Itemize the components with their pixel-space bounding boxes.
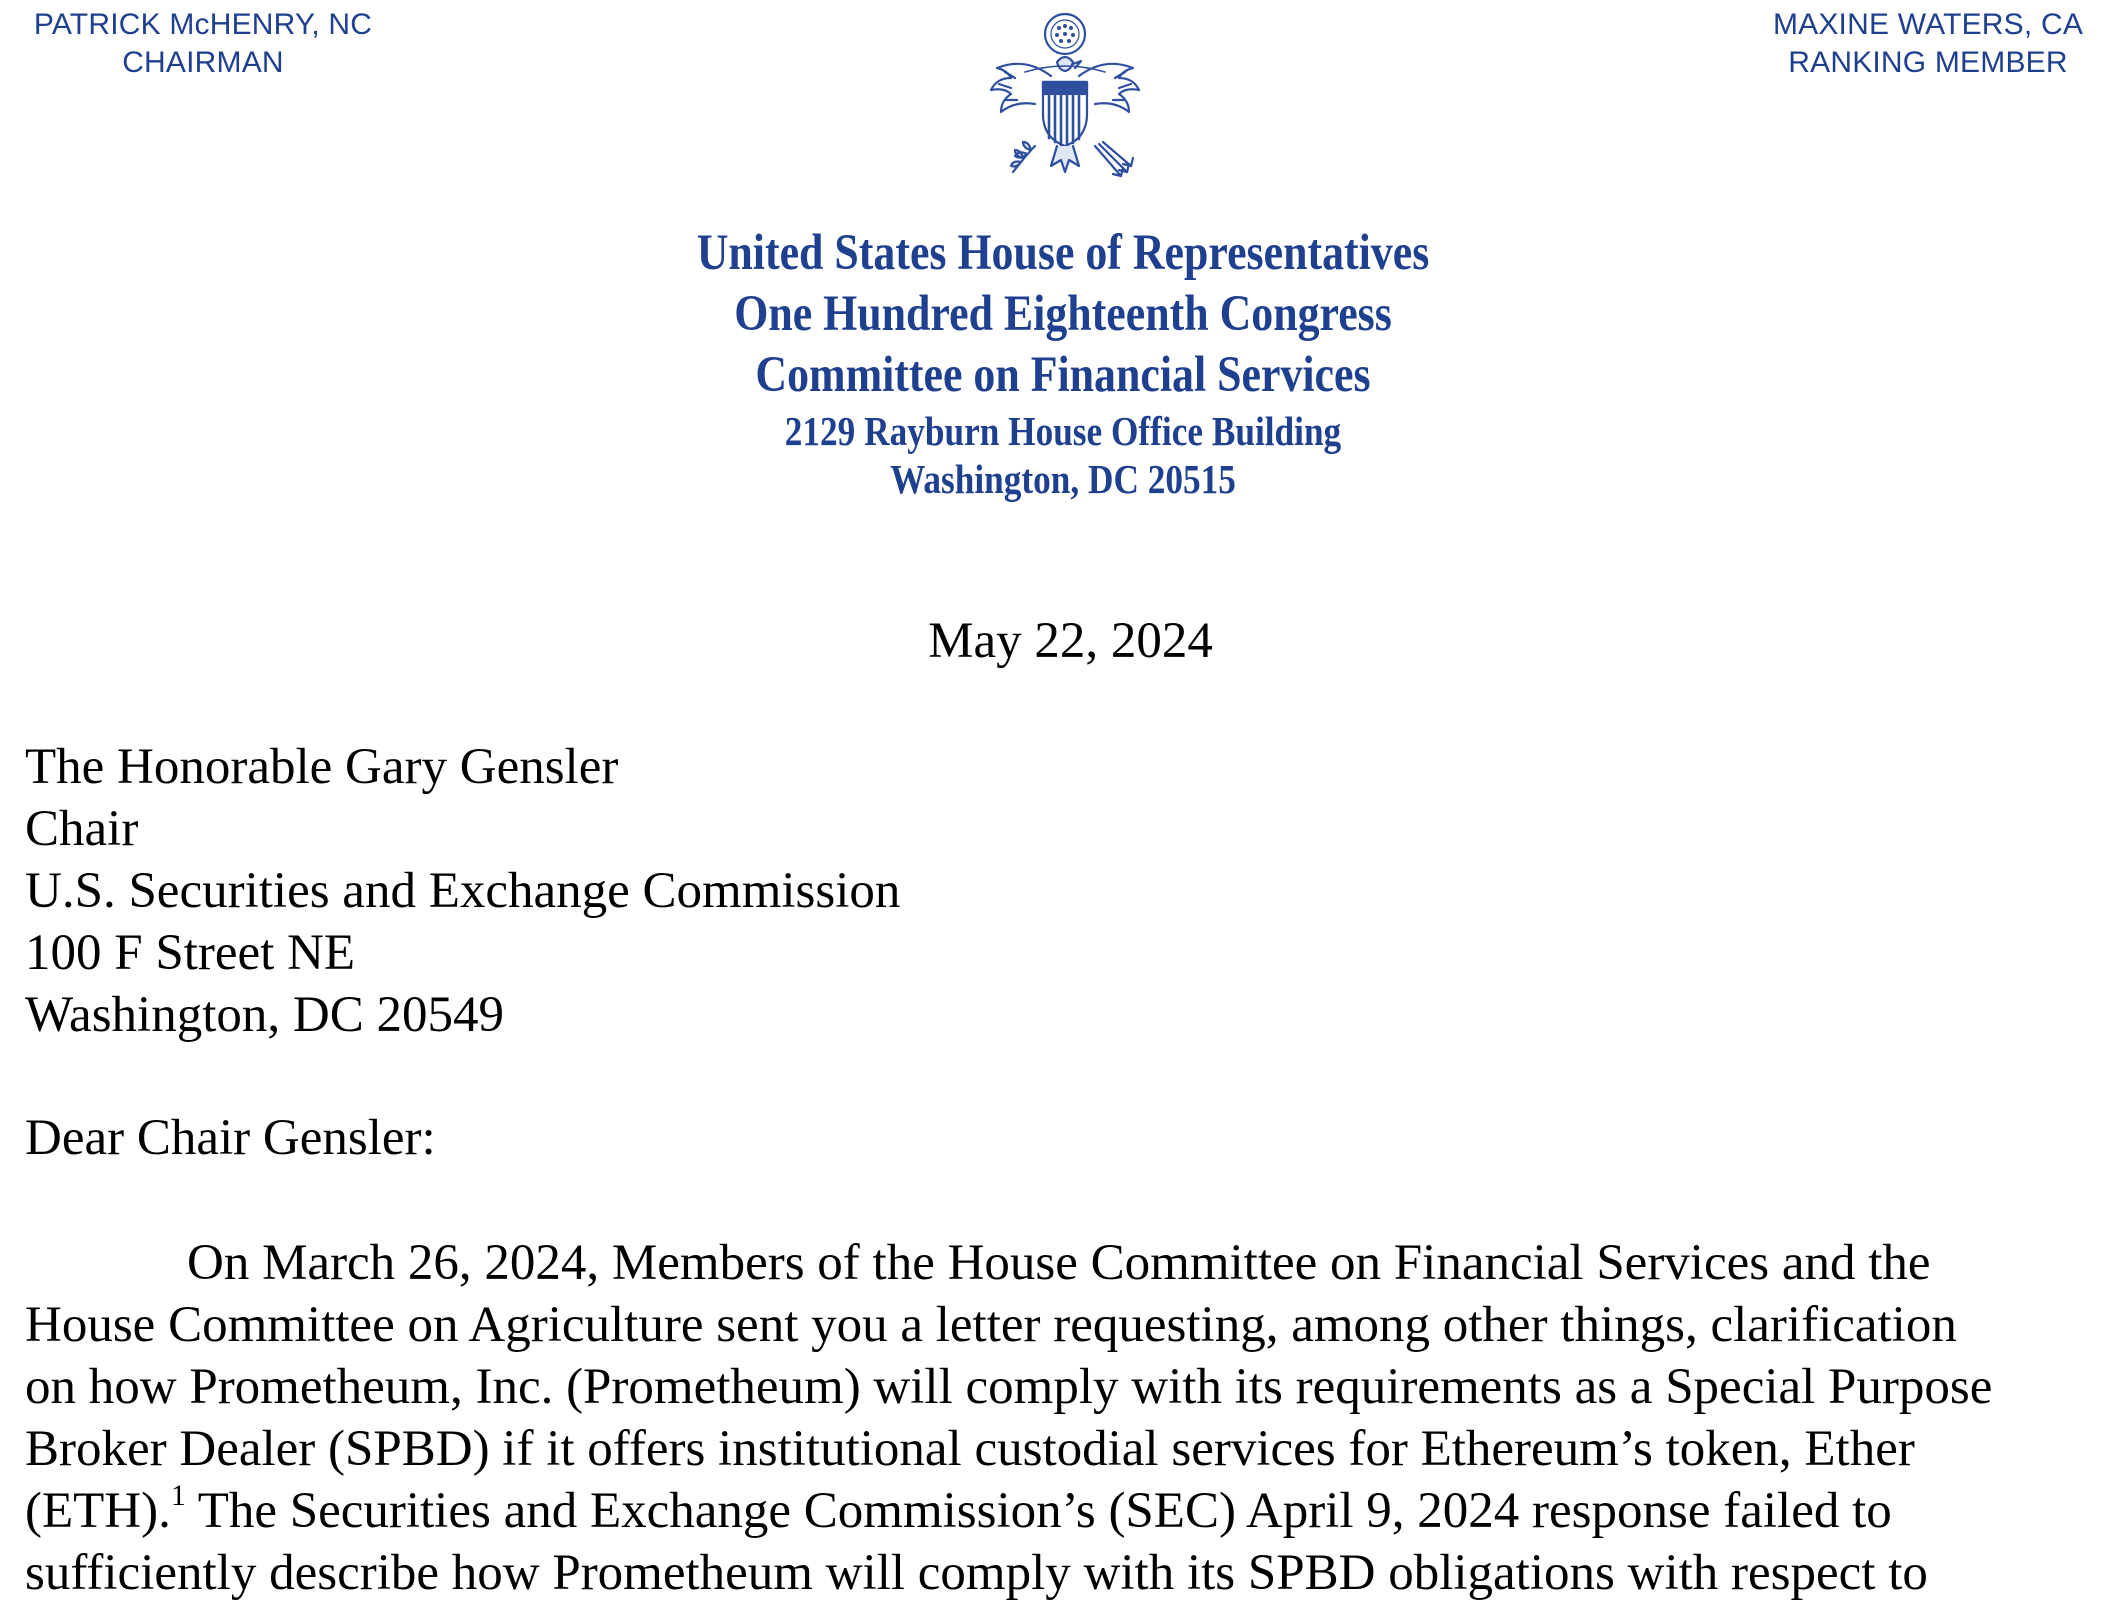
letter-date: May 22, 2024 xyxy=(928,613,1213,669)
body-line: on how Prometheum, Inc. (Prometheum) will comply with its requirements as a Special Purpose xyxy=(25,1359,1993,1415)
recipient-title: Chair xyxy=(25,801,139,857)
footnote-reference[interactable]: 1 xyxy=(170,1479,186,1512)
recipient-name: The Honorable Gary Gensler xyxy=(25,739,619,795)
ranking-member-title: RANKING MEMBER xyxy=(1788,46,2068,79)
letterhead-masthead xyxy=(633,222,1493,502)
recipient-organization: U.S. Securities and Exchange Commission xyxy=(25,863,901,919)
masthead-congress: One Hundred Eighteenth Congress xyxy=(734,286,1392,342)
recipient-street: 100 F Street NE xyxy=(25,925,356,981)
recipient-address xyxy=(25,736,900,1046)
masthead-house: United States House of Representatives xyxy=(696,225,1430,281)
recipient-city: Washington, DC 20549 xyxy=(25,987,504,1043)
masthead-city: Washington, DC 20515 xyxy=(890,456,1236,502)
chairman-block xyxy=(28,6,378,82)
ranking-member-name: MAXINE WATERS, CA xyxy=(1772,8,2084,41)
body-line-text: On March 26, 2024, Members of the House Committee on Financial Services and the xyxy=(187,1235,1931,1291)
masthead-building: 2129 Rayburn House Office Building xyxy=(784,408,1342,454)
body-line: sufficiently describe how Prometheum will comply with its SPBD obligations with respect to xyxy=(25,1545,1928,1601)
body-line xyxy=(25,1232,2115,1294)
body-line: Broker Dealer (SPBD) if it offers institutional custodial services for Ethereum’s token, Ether xyxy=(25,1421,1915,1477)
letter-body xyxy=(25,1232,2115,1604)
chairman-title: CHAIRMAN xyxy=(122,46,284,79)
body-line-text: (ETH). xyxy=(25,1483,171,1539)
ranking-member-block xyxy=(1758,6,2098,82)
body-line xyxy=(25,1480,2115,1542)
body-line: House Committee on Agriculture sent you a letter requesting, among other things, clarification xyxy=(25,1297,1957,1353)
chairman-name: PATRICK McHENRY, NC xyxy=(33,8,373,41)
great-seal-eagle-icon xyxy=(965,6,1165,186)
salutation: Dear Chair Gensler: xyxy=(25,1110,436,1166)
body-line-text: The Securities and Exchange Commission’s (SEC) April 9, 2024 response failed to xyxy=(185,1483,1892,1539)
masthead-committee: Committee on Financial Services xyxy=(755,347,1371,403)
